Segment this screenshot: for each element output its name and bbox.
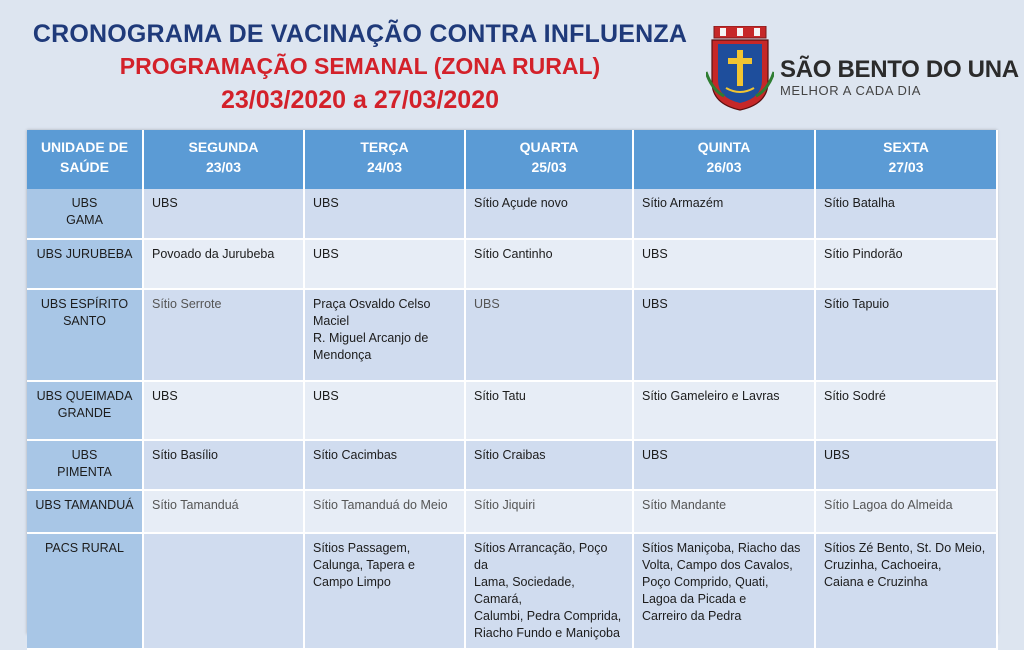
schedule-cell: Sítio Gameleiro e Lavras — [633, 381, 815, 440]
schedule-cell: Povoado da Jurubeba — [143, 239, 304, 289]
schedule-cell: Sítio Açude novo — [465, 189, 633, 239]
schedule-cell: UBS — [465, 289, 633, 381]
table-row — [27, 533, 997, 649]
schedule-cell: Sítio Sodré — [815, 381, 997, 440]
title-block — [20, 18, 700, 118]
schedule-cell: Sítios Maniçoba, Riacho das Volta, Campo dos Cavalos, Poço Comprido, Quati, Lagoa da Picada e Carreiro da Pedra — [633, 533, 815, 649]
schedule-cell: Sítio Armazém — [633, 189, 815, 239]
schedule-cell: Praça Osvaldo Celso Maciel R. Miguel Arcanjo de Mendonça — [304, 289, 465, 381]
schedule-cell: Sítio Tamanduá — [143, 490, 304, 533]
schedule-cell: UBS — [633, 289, 815, 381]
city-coat-of-arms-logo — [706, 26, 774, 112]
schedule-cell: Sítio Serrote — [143, 289, 304, 381]
main-title: CRONOGRAMA DE VACINAÇÃO CONTRA INFLUENZA — [32, 20, 688, 48]
schedule-table-wrapper — [27, 130, 997, 640]
unit-cell: UBS QUEIMADA GRANDE — [27, 381, 143, 440]
date-range: 23/03/2020 a 27/03/2020 — [220, 86, 500, 114]
page-header — [0, 0, 1024, 128]
table-row — [27, 440, 997, 490]
schedule-cell: Sítio Mandante — [633, 490, 815, 533]
table-row — [27, 239, 997, 289]
unit-cell: UBS PIMENTA — [27, 440, 143, 490]
schedule-cell: UBS — [143, 381, 304, 440]
schedule-cell: Sítios Passagem, Calunga, Tapera e Campo Limpo — [304, 533, 465, 649]
header-row — [27, 130, 997, 189]
schedule-cell: Sítios Arrancação, Poço da Lama, Sociedade, Camará, Calumbi, Pedra Comprida, Riacho Fundo e Maniçoba — [465, 533, 633, 649]
table-row — [27, 289, 997, 381]
subtitle: PROGRAMAÇÃO SEMANAL (ZONA RURAL) — [119, 53, 601, 79]
schedule-cell: Sítio Lagoa do Almeida — [815, 490, 997, 533]
schedule-cell: Sítio Batalha — [815, 189, 997, 239]
schedule-cell — [143, 533, 304, 649]
table-row — [27, 189, 997, 239]
schedule-cell: Sítio Jiquiri — [465, 490, 633, 533]
table-row — [27, 381, 997, 440]
unit-cell: PACS RURAL — [27, 533, 143, 649]
unit-cell: UBS TAMANDUÁ — [27, 490, 143, 533]
schedule-cell: Sítio Cantinho — [465, 239, 633, 289]
schedule-cell: UBS — [633, 440, 815, 490]
schedule-cell: Sítio Tapuio — [815, 289, 997, 381]
table-row — [27, 490, 997, 533]
schedule-cell: UBS — [143, 189, 304, 239]
schedule-cell: UBS — [304, 189, 465, 239]
column-header-monday: SEGUNDA 23/03 — [143, 130, 304, 189]
schedule-cell: Sítios Zé Bento, St. Do Meio, Cruzinha, Cachoeira, Caiana e Cruzinha — [815, 533, 997, 649]
schedule-cell: Sítio Basílio — [143, 440, 304, 490]
unit-cell: UBS JURUBEBA — [27, 239, 143, 289]
schedule-table — [27, 130, 998, 650]
unit-cell: UBS GAMA — [27, 189, 143, 239]
schedule-cell: Sítio Tamanduá do Meio — [304, 490, 465, 533]
schedule-cell: UBS — [304, 239, 465, 289]
column-header-tuesday: TERÇA 24/03 — [304, 130, 465, 189]
brand-tagline: MELHOR A CADA DIA — [780, 83, 921, 98]
schedule-cell: Sítio Pindorão — [815, 239, 997, 289]
schedule-cell: Sítio Craibas — [465, 440, 633, 490]
brand-name: SÃO BENTO DO UNA — [780, 56, 1019, 83]
schedule-cell: Sítio Tatu — [465, 381, 633, 440]
schedule-cell: UBS — [633, 239, 815, 289]
city-brand — [780, 57, 1019, 99]
column-header-friday: SEXTA 27/03 — [815, 130, 997, 189]
column-header-unit: UNIDADE DE SAÚDE — [27, 130, 143, 189]
schedule-cell: Sítio Cacimbas — [304, 440, 465, 490]
unit-cell: UBS ESPÍRITO SANTO — [27, 289, 143, 381]
column-header-wednesday: QUARTA 25/03 — [465, 130, 633, 189]
column-header-thursday: QUINTA 26/03 — [633, 130, 815, 189]
schedule-cell: UBS — [815, 440, 997, 490]
schedule-cell: UBS — [304, 381, 465, 440]
